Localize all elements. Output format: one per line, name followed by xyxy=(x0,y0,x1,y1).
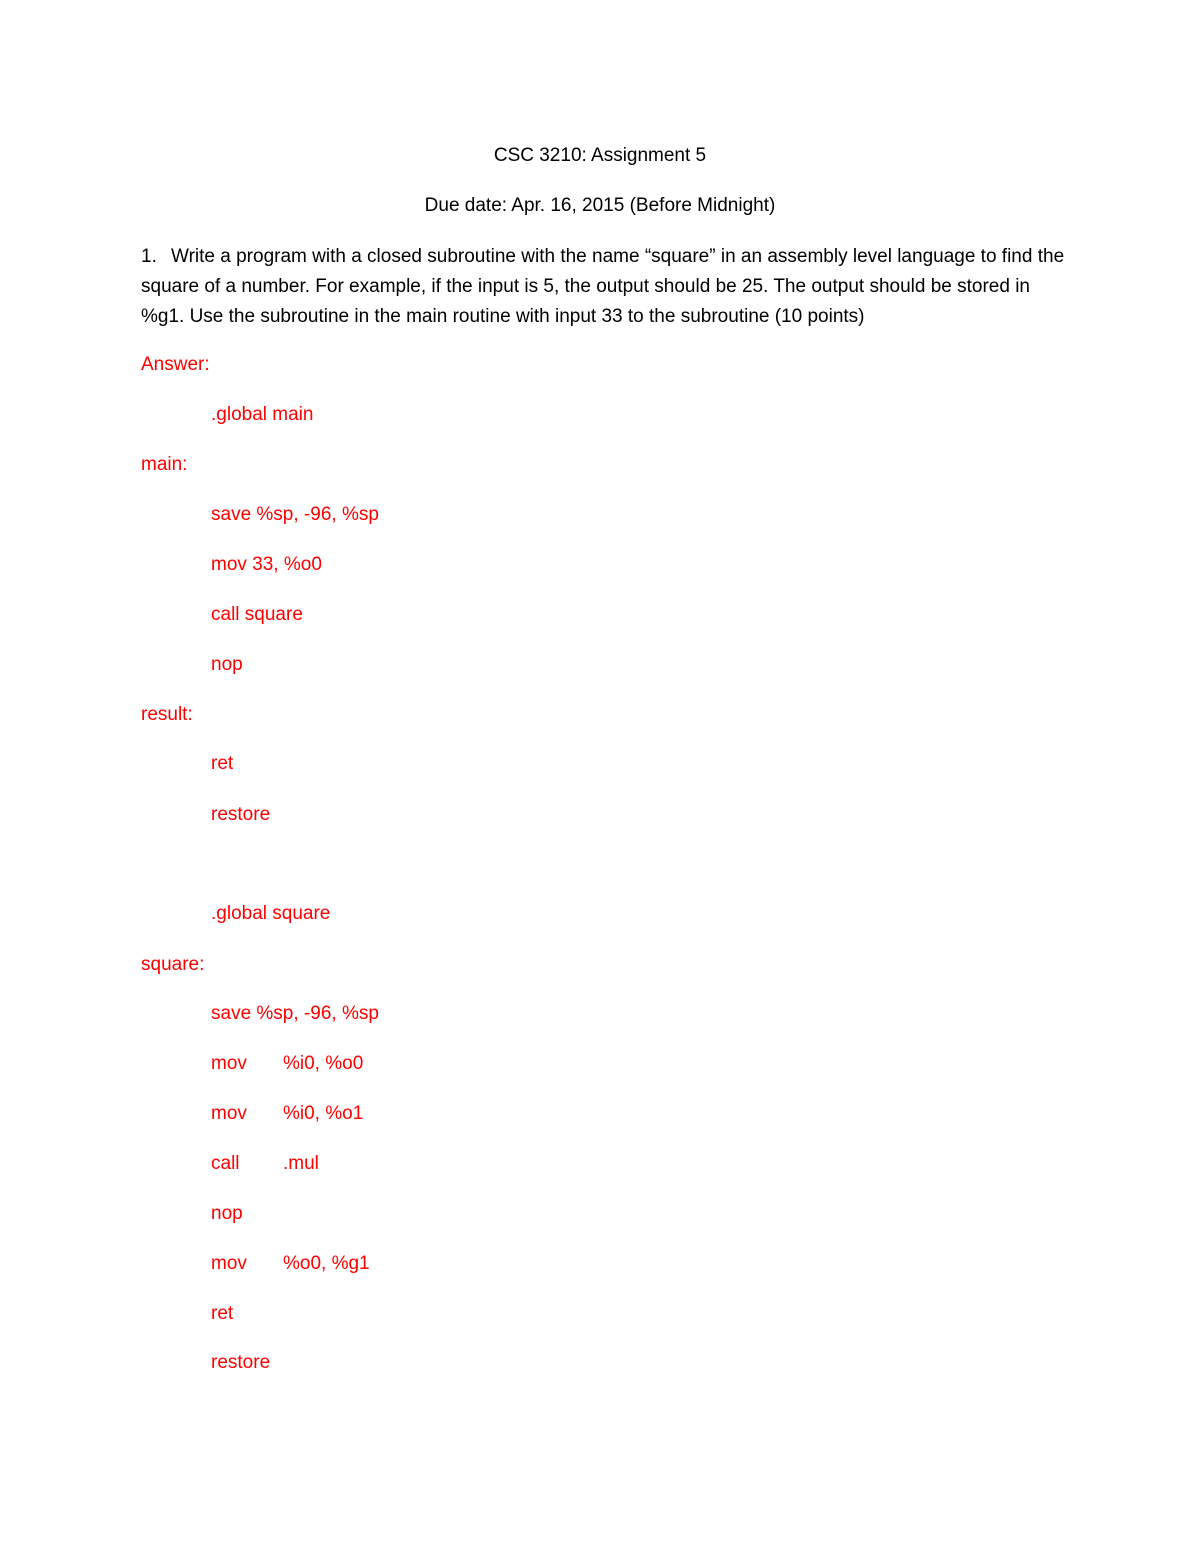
code-line xyxy=(211,1102,363,1126)
code-line xyxy=(211,1351,283,1375)
operands: %o0, %g1 xyxy=(283,1253,370,1274)
operands: %i0, %o0 xyxy=(283,1053,364,1074)
opcode: mov xyxy=(211,1253,247,1274)
opcode: nop xyxy=(211,1203,243,1224)
opcode: ret xyxy=(211,1303,234,1324)
due-date: Due date: Apr. 16, 2015 (Before Midnight) xyxy=(424,195,776,216)
code-line: save %sp, -96, %sp xyxy=(211,1003,379,1024)
code-line: ret xyxy=(211,753,234,774)
main-label: main: xyxy=(141,454,188,475)
question-number: 1. xyxy=(141,246,157,267)
opcode: restore xyxy=(211,1352,271,1373)
operands: %i0, %o1 xyxy=(283,1103,364,1124)
code-line xyxy=(211,1252,370,1276)
result-label: result: xyxy=(141,704,193,725)
code-line: save %sp, -96, %sp xyxy=(211,504,379,525)
question-text: Write a program with a closed subroutine with the name “square” in an assembly level language to find the square of a number. For example, if the input is 5, the output should be 25. The output should be stored in %g1. Use the subroutine in the main routine with input 33 to the subroutine (10 points) xyxy=(141,246,1065,327)
question-1 xyxy=(141,242,1066,332)
operands: .mul xyxy=(283,1153,319,1174)
opcode: mov xyxy=(211,1053,247,1074)
opcode: call xyxy=(211,1153,240,1174)
code-line: mov 33, %o0 xyxy=(211,554,322,575)
square-label: square: xyxy=(141,954,205,975)
opcode: mov xyxy=(211,1103,247,1124)
global-main-directive: .global main xyxy=(211,404,314,425)
code-line: nop xyxy=(211,654,243,675)
code-line: restore xyxy=(211,804,271,825)
code-line xyxy=(211,1152,319,1176)
code-line: call square xyxy=(211,604,303,625)
answer-label: Answer: xyxy=(141,354,210,375)
code-line xyxy=(211,1302,283,1326)
assignment-title: CSC 3210: Assignment 5 xyxy=(493,145,707,166)
code-line xyxy=(211,1202,283,1226)
code-line xyxy=(211,1052,363,1076)
global-square-directive: .global square xyxy=(211,903,331,924)
